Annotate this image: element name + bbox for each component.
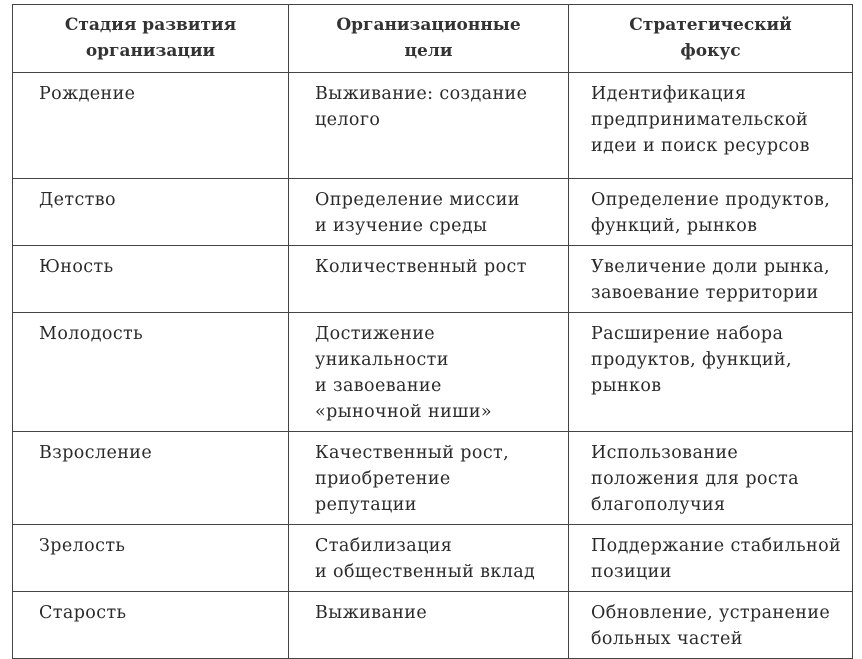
table-row — [13, 592, 853, 659]
focus-cell: Увеличение доли рынка, завоевание территории — [569, 246, 853, 313]
table-row — [13, 179, 853, 246]
goal-cell: Выживание — [289, 592, 569, 659]
goal-cell: Определение миссии и изучение среды — [289, 179, 569, 246]
header-focus: Стратегический фокус — [569, 5, 853, 73]
table-row — [13, 73, 853, 179]
stage-cell: Старость — [13, 592, 289, 659]
table-row — [13, 246, 853, 313]
stage-cell: Зрелость — [13, 525, 289, 592]
table-header-row — [13, 5, 853, 73]
stage-cell: Рождение — [13, 73, 289, 179]
table-row — [13, 525, 853, 592]
stage-cell: Юность — [13, 246, 289, 313]
focus-cell: Определение продуктов, функций, рынков — [569, 179, 853, 246]
table-row — [13, 432, 853, 525]
table-row — [13, 313, 853, 432]
stage-cell: Детство — [13, 179, 289, 246]
goal-cell: Достижение уникальности и завоевание «рыночной ниши» — [289, 313, 569, 432]
organization-stages-table — [12, 4, 853, 659]
focus-cell: Поддержание стабильной позиции — [569, 525, 853, 592]
stage-cell: Молодость — [13, 313, 289, 432]
focus-cell: Обновление, устранение больных частей — [569, 592, 853, 659]
goal-cell: Выживание: создание целого — [289, 73, 569, 179]
focus-cell: Идентификация предпринимательской идеи и поиск ресурсов — [569, 73, 853, 179]
goal-cell: Количественный рост — [289, 246, 569, 313]
focus-cell: Использование положения для роста благополучия — [569, 432, 853, 525]
goal-cell: Стабилизация и общественный вклад — [289, 525, 569, 592]
focus-cell: Расширение набора продуктов, функций, рынков — [569, 313, 853, 432]
header-stage: Стадия развития организации — [13, 5, 289, 73]
goal-cell: Качественный рост, приобретение репутации — [289, 432, 569, 525]
header-goals: Организационные цели — [289, 5, 569, 73]
stage-cell: Взросление — [13, 432, 289, 525]
